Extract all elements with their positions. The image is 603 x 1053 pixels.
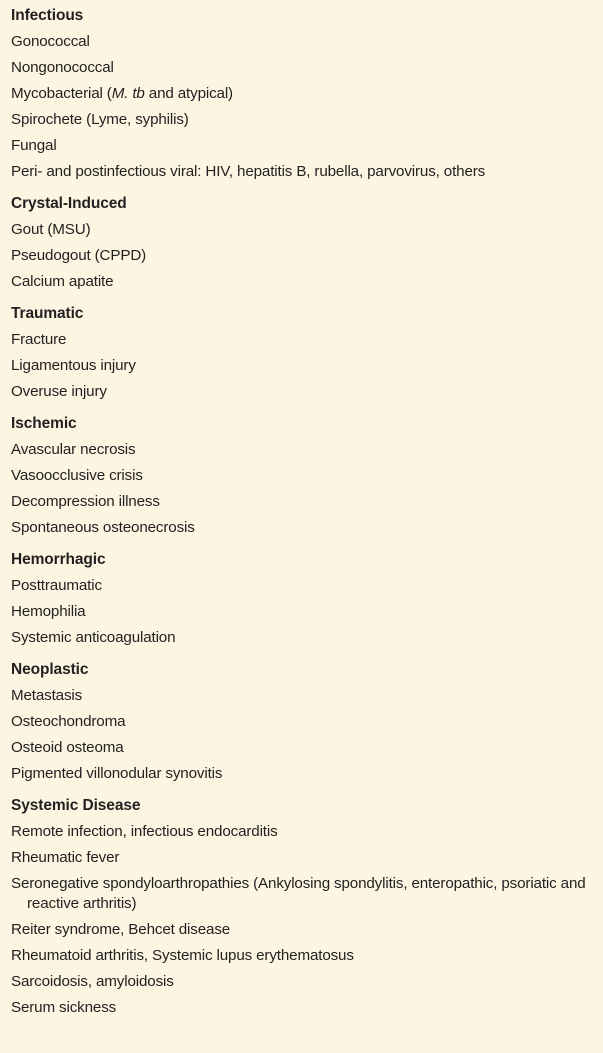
list-item: Fracture <box>11 331 67 348</box>
list-item: Systemic anticoagulation <box>11 629 176 646</box>
list-item: Metastasis <box>11 687 83 704</box>
list-item: Spontaneous osteonecrosis <box>11 519 195 536</box>
section-heading: Systemic Disease <box>11 797 141 814</box>
list-item: Serum sickness <box>11 999 117 1016</box>
section-hemorrhagic <box>0 547 603 651</box>
section-systemic-disease <box>0 793 603 1021</box>
list-item <box>11 81 603 107</box>
list-item: Remote infection, infectious endocarditis <box>11 823 278 840</box>
item-text: Mycobacterial ( <box>11 85 112 102</box>
list-item: Vasoocclusive crisis <box>11 467 143 484</box>
list-item: Spirochete (Lyme, syphilis) <box>11 111 189 128</box>
list-item: Ligamentous injury <box>11 357 136 374</box>
list-item: Reiter syndrome, Behcet disease <box>11 921 231 938</box>
section-traumatic <box>0 301 603 405</box>
section-infectious <box>0 3 603 185</box>
list-item: Nongonococcal <box>11 59 114 76</box>
list-item: Pseudogout (CPPD) <box>11 247 147 264</box>
list-item: Overuse injury <box>11 383 107 400</box>
list-item: Fungal <box>11 137 57 154</box>
section-crystal-induced <box>0 191 603 295</box>
section-heading: Ischemic <box>11 415 77 432</box>
list-item: Calcium apatite <box>11 273 114 290</box>
section-heading: Crystal-Induced <box>11 195 127 212</box>
list-item: Rheumatoid arthritis, Systemic lupus erythematosus <box>11 947 354 964</box>
list-item: Seronegative spondyloarthropathies (Ankylosing spondylitis, enteropathic, psoriatic and reactive arthritis) <box>11 875 586 912</box>
section-heading: Traumatic <box>11 305 84 322</box>
list-item: Avascular necrosis <box>11 441 136 458</box>
section-ischemic <box>0 411 603 541</box>
list-item: Gout (MSU) <box>11 221 91 238</box>
list-item: Gonococcal <box>11 33 90 50</box>
list-item: Osteochondroma <box>11 713 126 730</box>
list-item: Peri- and postinfectious viral: HIV, hepatitis B, rubella, parvovirus, others <box>11 163 486 180</box>
list-item: Rheumatic fever <box>11 849 120 866</box>
section-heading: Neoplastic <box>11 661 89 678</box>
list-item: Sarcoidosis, amyloidosis <box>11 973 174 990</box>
list-item: Posttraumatic <box>11 577 102 594</box>
list-item: Decompression illness <box>11 493 160 510</box>
section-neoplastic <box>0 657 603 787</box>
list-item: Osteoid osteoma <box>11 739 124 756</box>
section-heading: Infectious <box>11 7 84 24</box>
item-italic-text: M. tb <box>111 85 145 102</box>
section-heading: Hemorrhagic <box>11 551 106 568</box>
list-item: Hemophilia <box>11 603 86 620</box>
item-text: and atypical) <box>144 85 233 102</box>
list-item: Pigmented villonodular synovitis <box>11 765 223 782</box>
